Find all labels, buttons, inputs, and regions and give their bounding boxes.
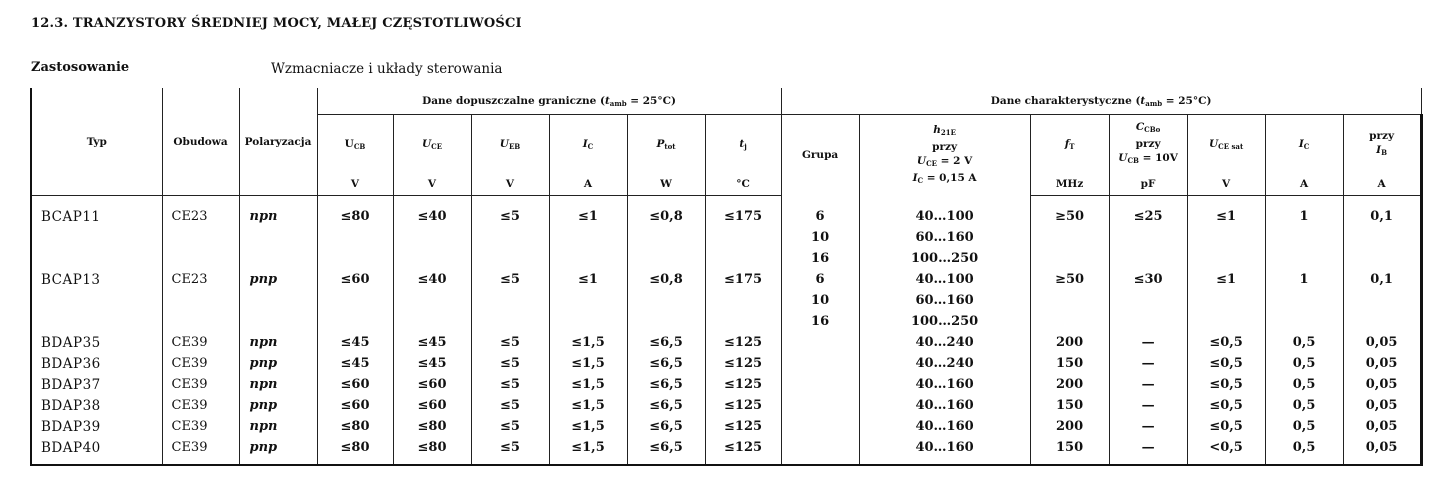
cell-uce: ≤45 [393,332,471,353]
header-ft: $f_T$ [1030,115,1109,174]
cell-ib: 0,05 [1343,353,1421,374]
unit-tj: °C [705,173,781,196]
cell-obudowa: CE39 [162,437,239,458]
cell-grupa [781,416,859,437]
cell-obudowa: CE39 [162,353,239,374]
cell-ucb: ≤60 [317,395,393,416]
cell-obudowa: CE39 [162,374,239,395]
cell-ptot: ≤6,5 [627,332,705,353]
cell-ic2: 0,5 [1265,353,1343,374]
cell-grupa [781,332,859,353]
header-ucb: $U_{CB}$ [317,115,393,174]
cell-ib: 0,05 [1343,395,1421,416]
header-ueb: $U_{EB}$ [471,115,549,174]
table-row [31,332,1421,353]
cell-grupa: 16 [781,311,859,332]
cell-grupa [781,353,859,374]
cell-tj: ≤125 [705,374,781,395]
cell-ucb: ≤45 [317,332,393,353]
table-row [31,416,1421,437]
table-row [31,395,1421,416]
cell-ueb: ≤5 [471,206,549,227]
cell-ic: ≤1,5 [549,374,627,395]
cell-hfe: 40…240 [859,332,1030,353]
cell-ucesat: ≤0,5 [1187,374,1265,395]
cell-tj: ≤125 [705,353,781,374]
header-ic2: $I_C$ [1265,115,1343,174]
table-row [31,248,1421,269]
unit-ic: A [549,173,627,196]
cell-ib: 0,1 [1343,206,1421,227]
table-row [31,227,1421,248]
cell-obudowa: CE39 [162,332,239,353]
header-uce: $U_{CE}$ [393,115,471,174]
table-body [31,196,1421,466]
cell-ucb: ≤80 [317,206,393,227]
cell-ueb: ≤5 [471,374,549,395]
cell-grupa [781,437,859,458]
cell-ic: ≤1,5 [549,437,627,458]
cell-ccbo: — [1109,416,1187,437]
cell-ib: 0,05 [1343,374,1421,395]
cell-polaryzacja: pnp [239,395,317,416]
cell-ptot: ≤0,8 [627,269,705,290]
table-row [31,290,1421,311]
unit-ic2: A [1265,173,1343,196]
cell-ccbo: — [1109,374,1187,395]
cell-ic: ≤1,5 [549,416,627,437]
cell-grupa [781,395,859,416]
cell-obudowa: CE39 [162,395,239,416]
unit-ib: A [1343,173,1421,196]
header-ptot: $P_{tot}$ [627,115,705,174]
cell-polaryzacja: pnp [239,437,317,458]
cell-grupa: 16 [781,248,859,269]
table-row [31,311,1421,332]
cell-polaryzacja: npn [239,416,317,437]
cell-ic: ≤1 [549,269,627,290]
cell-ucb: ≤80 [317,437,393,458]
cell-typ: BDAP35 [31,332,162,353]
cell-ccbo: — [1109,437,1187,458]
cell-ucesat: ≤0,5 [1187,353,1265,374]
cell-hfe: 40…100 [859,206,1030,227]
application-value: Wzmacniacze i układy sterowania [271,61,503,77]
cell-grupa: 10 [781,227,859,248]
header-grupa: Grupa [781,115,859,196]
cell-ic2: 1 [1265,206,1343,227]
header-hfe: $h_{21E}$ przy $U_{CE} = 2$ V $I_C = 0,15$ A [859,115,1030,196]
cell-hfe: 40…160 [859,395,1030,416]
cell-ueb: ≤5 [471,353,549,374]
header-obudowa: Obudowa [162,88,239,196]
cell-ptot: ≤0,8 [627,206,705,227]
cell-ic2: 0,5 [1265,416,1343,437]
cell-ft: 150 [1030,437,1109,458]
unit-ft: MHz [1030,173,1109,196]
cell-ucesat: ≤1 [1187,269,1265,290]
cell-tj: ≤125 [705,416,781,437]
cell-ib: 0,05 [1343,437,1421,458]
cell-ptot: ≤6,5 [627,353,705,374]
cell-hfe: 40…100 [859,269,1030,290]
cell-ccbo: ≤30 [1109,269,1187,290]
cell-ucb: ≤45 [317,353,393,374]
header-ucesat: $U_{CE sat}$ [1187,115,1265,174]
cell-ic: ≤1,5 [549,332,627,353]
cell-hfe: 60…160 [859,290,1030,311]
cell-uce: ≤40 [393,269,471,290]
cell-ic2: 0,5 [1265,374,1343,395]
cell-ft: 200 [1030,332,1109,353]
cell-polaryzacja: pnp [239,269,317,290]
unit-ccbo: pF [1109,173,1187,196]
cell-uce: ≤80 [393,416,471,437]
cell-ib: 0,05 [1343,416,1421,437]
cell-ueb: ≤5 [471,332,549,353]
cell-uce: ≤80 [393,437,471,458]
cell-typ: BDAP40 [31,437,162,458]
cell-uce: ≤60 [393,374,471,395]
cell-grupa: 6 [781,269,859,290]
cell-ft: 200 [1030,374,1109,395]
cell-tj: ≤125 [705,332,781,353]
cell-ft: 200 [1030,416,1109,437]
cell-tj: ≤125 [705,395,781,416]
cell-ucesat: <0,5 [1187,437,1265,458]
cell-ucesat: ≤0,5 [1187,332,1265,353]
cell-ft: ≥50 [1030,269,1109,290]
cell-typ: BDAP38 [31,395,162,416]
cell-grupa [781,374,859,395]
cell-hfe: 60…160 [859,227,1030,248]
cell-typ: BCAP11 [31,206,162,227]
cell-ptot: ≤6,5 [627,416,705,437]
cell-typ: BDAP39 [31,416,162,437]
header-tj: $t_j$ [705,115,781,174]
cell-hfe: 100…250 [859,248,1030,269]
cell-ccbo: — [1109,353,1187,374]
unit-ucb: V [317,173,393,196]
cell-ccbo: — [1109,395,1187,416]
cell-uce: ≤40 [393,206,471,227]
transistor-table [30,88,1423,466]
header-group-characteristic: Dane charakterystyczne $(t_{amb} = 25^\circ C)$ [781,88,1421,115]
cell-tj: ≤125 [705,437,781,458]
table-row [31,269,1421,290]
unit-uce: V [393,173,471,196]
cell-ft: 150 [1030,353,1109,374]
cell-tj: ≤175 [705,269,781,290]
cell-hfe: 100…250 [859,311,1030,332]
cell-ccbo: ≤25 [1109,206,1187,227]
cell-ic2: 0,5 [1265,395,1343,416]
cell-ptot: ≤6,5 [627,437,705,458]
header-ic: $I_C$ [549,115,627,174]
cell-typ: BDAP37 [31,374,162,395]
cell-ccbo: — [1109,332,1187,353]
cell-typ: BCAP13 [31,269,162,290]
cell-ic: ≤1 [549,206,627,227]
cell-tj: ≤175 [705,206,781,227]
cell-hfe: 40…240 [859,353,1030,374]
cell-hfe: 40…160 [859,437,1030,458]
cell-ueb: ≤5 [471,395,549,416]
table-row [31,374,1421,395]
cell-polaryzacja: npn [239,374,317,395]
header-ccbo: $C_{CBo}$ przy $U_{CB} = 10V$ [1109,115,1187,174]
table-row [31,437,1421,458]
cell-uce: ≤60 [393,395,471,416]
cell-ib: 0,1 [1343,269,1421,290]
cell-ucesat: ≤1 [1187,206,1265,227]
cell-ucb: ≤60 [317,374,393,395]
header-group-limits: Dane dopuszczalne graniczne $(t_{amb} = 25^\circ C)$ [317,88,781,115]
cell-ucb: ≤60 [317,269,393,290]
cell-polaryzacja: npn [239,206,317,227]
header-row-groups [31,88,1421,115]
table-row [31,206,1421,227]
header-typ: Typ [31,88,162,196]
cell-typ: BDAP36 [31,353,162,374]
cell-hfe: 40…160 [859,374,1030,395]
cell-grupa: 10 [781,290,859,311]
cell-ic2: 0,5 [1265,332,1343,353]
cell-ic: ≤1,5 [549,353,627,374]
cell-obudowa: CE39 [162,416,239,437]
cell-ic2: 1 [1265,269,1343,290]
cell-ptot: ≤6,5 [627,395,705,416]
cell-ueb: ≤5 [471,269,549,290]
cell-ft: 150 [1030,395,1109,416]
cell-obudowa: CE23 [162,206,239,227]
cell-ueb: ≤5 [471,416,549,437]
unit-ueb: V [471,173,549,196]
cell-ptot: ≤6,5 [627,374,705,395]
cell-polaryzacja: pnp [239,353,317,374]
application-label: Zastosowanie [31,60,130,75]
cell-uce: ≤45 [393,353,471,374]
cell-ft: ≥50 [1030,206,1109,227]
cell-ic: ≤1,5 [549,395,627,416]
header-polaryzacja: Polaryzacja [239,88,317,196]
cell-ucesat: ≤0,5 [1187,395,1265,416]
section-title: 12.3. TRANZYSTORY ŚREDNIEJ MOCY, MAŁEJ CZĘSTOTLIWOŚCI [31,16,522,31]
table-row [31,353,1421,374]
cell-ucesat: ≤0,5 [1187,416,1265,437]
cell-hfe: 40…160 [859,416,1030,437]
header-przy-ib: przy $I_B$ [1343,115,1421,174]
unit-ucesat: V [1187,173,1265,196]
cell-ib: 0,05 [1343,332,1421,353]
cell-grupa: 6 [781,206,859,227]
cell-polaryzacja: npn [239,332,317,353]
cell-ic2: 0,5 [1265,437,1343,458]
cell-ueb: ≤5 [471,437,549,458]
cell-obudowa: CE23 [162,269,239,290]
unit-ptot: W [627,173,705,196]
cell-ucb: ≤80 [317,416,393,437]
